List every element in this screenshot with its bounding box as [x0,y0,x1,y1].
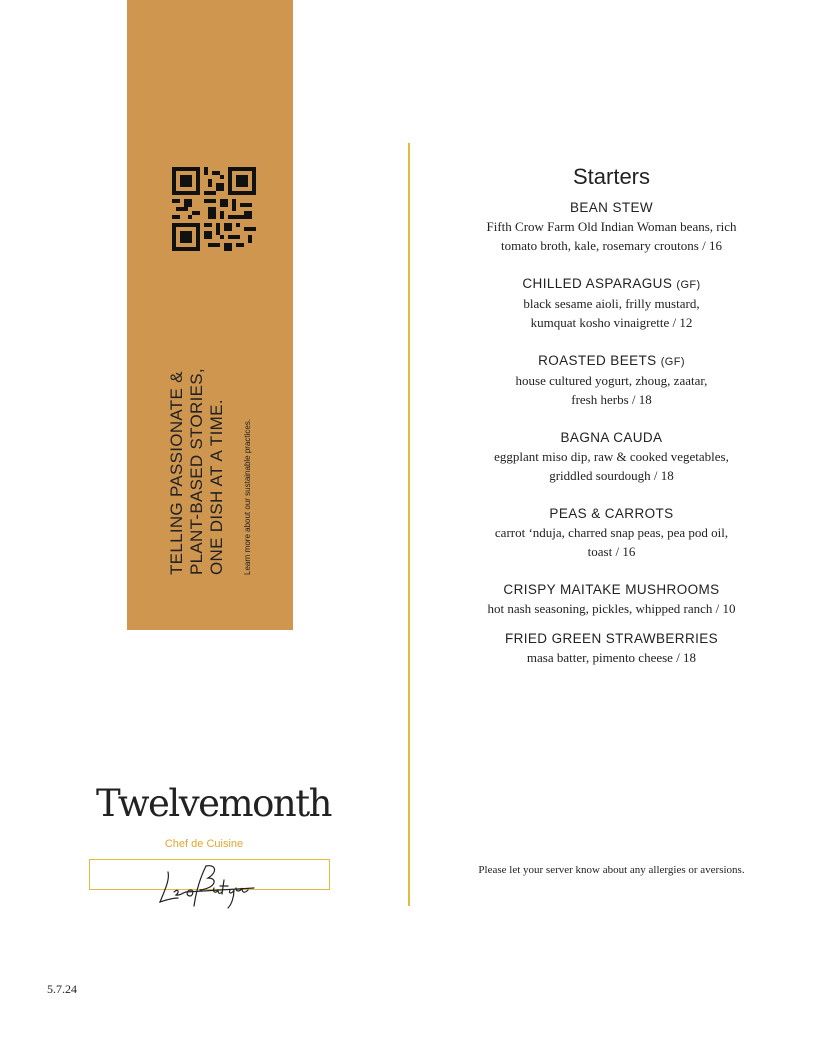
sidebar-banner [127,0,293,630]
chef-signature [156,862,256,910]
item-name: ROASTED BEETS [538,353,657,368]
menu-item [430,352,793,409]
menu-item [430,275,793,332]
item-name: CHILLED ASPARAGUS [522,276,673,291]
item-desc: black sesame aioli, frilly mustard, [523,296,700,311]
menu-section [430,164,793,687]
item-desc: hot nash seasoning, pickles, whipped ranch / 10 [487,601,736,616]
qr-code-icon[interactable] [172,167,256,251]
tagline [167,368,227,575]
chef-title: Chef de Cuisine [164,838,244,850]
tagline-line: TELLING PASSIONATE & [167,371,186,575]
item-name: BEAN STEW [569,200,654,215]
item-name: BAGNA CAUDA [560,430,663,445]
tagline-line: ONE DISH AT A TIME. [207,399,226,575]
item-desc: kumquat kosho vinaigrette / 12 [530,315,693,330]
item-name: CRISPY MAITAKE MUSHROOMS [503,582,720,597]
learn-more-link[interactable]: Learn more about our sustainable practices. [243,418,252,575]
item-desc: toast / 16 [587,544,636,559]
item-desc: fresh herbs / 18 [571,392,652,407]
menu-item [430,630,793,667]
gluten-free-tag: (GF) [660,356,685,368]
menu-item [430,199,793,255]
allergy-note: Please let your server know about any allergies or aversions. [478,864,745,876]
item-desc: tomato broth, kale, rosemary croutons / 16 [501,238,722,253]
item-desc: carrot ‘nduja, charred snap peas, pea pod oil, [494,525,729,540]
vertical-divider [408,143,410,906]
item-desc: eggplant miso dip, raw & cooked vegetables, [494,449,729,464]
item-desc: house cultured yogurt, zhoug, zaatar, [515,373,708,388]
item-desc: Fifth Crow Farm Old Indian Woman beans, rich [486,219,737,234]
brand-logo: Twelvemonth [96,782,331,825]
item-name: FRIED GREEN STRAWBERRIES [504,631,719,646]
section-title: Starters [572,164,651,189]
menu-item [430,429,793,485]
menu-item [430,581,793,618]
item-desc: masa batter, pimento cheese / 18 [526,650,697,665]
menu-date: 5.7.24 [47,982,77,996]
tagline-line: PLANT-BASED STORIES, [187,368,206,575]
gluten-free-tag: (GF) [676,279,701,291]
item-name: PEAS & CARROTS [549,506,674,521]
menu-item [430,505,793,561]
item-desc: griddled sourdough / 18 [549,468,674,483]
